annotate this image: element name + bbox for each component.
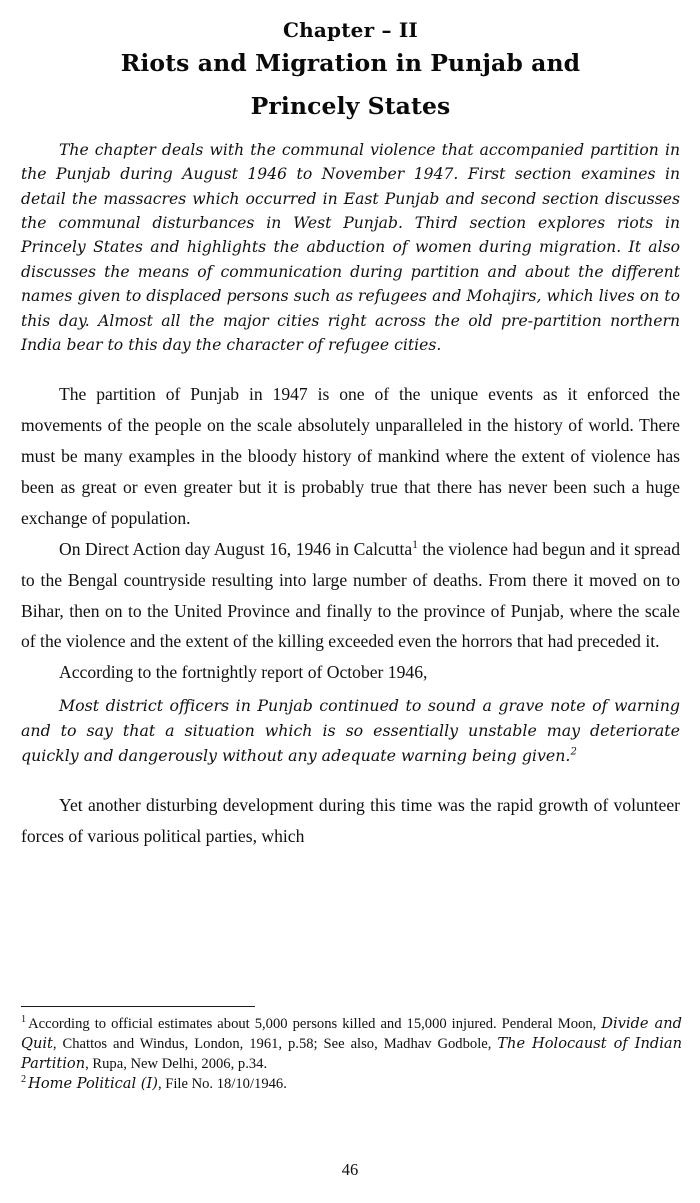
block-quote-district-officers xyxy=(21,694,680,768)
footnote-ref-2[interactable]: 2 xyxy=(570,746,577,758)
body-paragraph-volunteer-forces: Yet another disturbing development during this time was the rapid growth of volunteer forces of various political parties, which xyxy=(21,795,680,847)
body-paragraph-fortnightly: According to the fortnightly report of October 1946, xyxy=(59,662,428,683)
footnote-1-segment-1: According to official estimates about 5,000 persons killed and 15,000 injured. Penderal Moon, xyxy=(28,1016,602,1032)
footnote-marker-2: 2 xyxy=(21,1074,27,1086)
block-quote-text: Most district officers in Punjab continued to sound a grave note of warning and to say that a situation which is so essentially unstable may deteriorate quickly and dangerously without any adequate warning being given. xyxy=(21,696,680,765)
chapter-title-line-1: Riots and Migration in Punjab and xyxy=(120,49,581,78)
footnote-1-title-2: The Holocaust of Indian Partition xyxy=(21,1035,682,1073)
chapter-title-line-2: Princely States xyxy=(250,92,451,121)
footnote-item-1 xyxy=(21,1014,682,1074)
footnote-ref-1[interactable]: 1 xyxy=(412,538,418,551)
abstract-paragraph: The chapter deals with the communal violence that accompanied partition in the Punjab during August 1946 to November 1947. First section examines in detail the massacres which occurred in East Punjab and second section discusses the communal disturbances in West Punjab. Third section explores riots in Princely States and highlights the abduction of women during migration. It also discusses the means of communication during partition and about the different names given to displaced persons such as refugees and Mohajirs, which lives on to this day. Almost all the major cities right across the old pre-partition northern India bear to this day the character of refugee cities. xyxy=(21,140,680,355)
footnote-area xyxy=(21,1006,682,1094)
body-paragraph-partition: The partition of Punjab in 1947 is one of the unique events as it enforced the movements of the people on the scale absolutely unparalleled in the history of world. There must be many examples in the bloody history of mankind where the extent of violence has been as great or even greater but it is probably true that there has never been such a huge exchange of population. xyxy=(21,384,680,528)
page-number: 46 xyxy=(341,1160,359,1179)
footnote-separator-rule xyxy=(21,1006,255,1007)
footnote-item-2 xyxy=(21,1074,682,1094)
body-paragraph-direct-action xyxy=(21,534,680,658)
footnote-2-segment-2: , File No. 18/10/1946. xyxy=(157,1076,287,1093)
page-title xyxy=(21,42,680,128)
footnote-2-title-1: Home Political (I) xyxy=(28,1075,158,1093)
footnote-marker-1: 1 xyxy=(21,1014,27,1026)
direct-action-text-before-note: On Direct Action day August 16, 1946 in Calcutta xyxy=(59,538,413,559)
page-content xyxy=(21,0,680,852)
footnote-1-segment-2: , Chattos and Windus, London, 1961, p.58; See also, Madhav Godbole, xyxy=(52,1036,498,1053)
direct-action-text-after-note: the violence had begun and it spread to the Bengal countryside resulting into large number of deaths. From there it moved on to Bihar, then on to the United Province and finally to the province of Punjab, where the scale of the violence and the extent of the killing exceeded even the horrors that had preceded it. xyxy=(21,538,681,652)
footnote-1-title-1: Divide and Quit xyxy=(21,1015,682,1053)
chapter-label: Chapter – II xyxy=(283,18,418,42)
footnote-1-segment-3: , Rupa, New Delhi, 2006, p.34. xyxy=(85,1056,268,1073)
